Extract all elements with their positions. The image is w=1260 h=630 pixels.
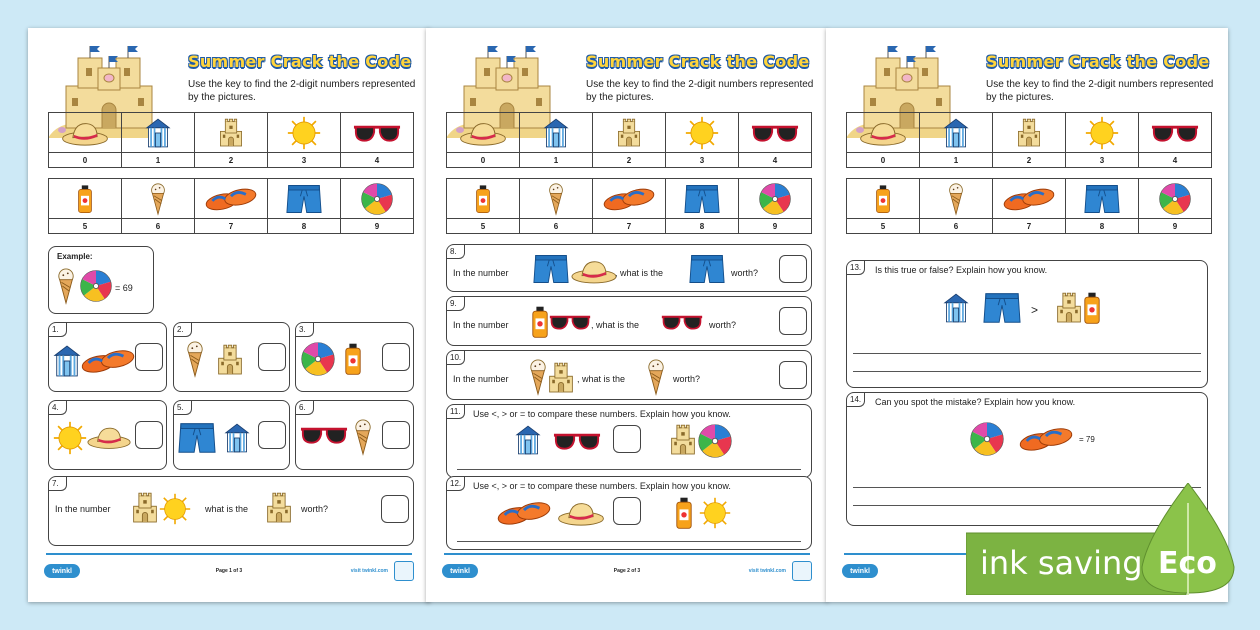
flip-flops-icon	[1003, 186, 1055, 212]
sandcastle-icon	[265, 491, 293, 525]
question-1-box	[48, 322, 167, 392]
flip-flops-icon	[497, 499, 551, 527]
key-number: 9	[739, 218, 811, 233]
sunglasses-icon	[553, 431, 601, 451]
key-cell	[49, 113, 122, 167]
sun-icon	[685, 116, 719, 150]
sun-icon	[53, 421, 87, 455]
example-box	[48, 246, 154, 314]
writing-line[interactable]	[457, 469, 801, 470]
page-title: Summer Crack the Code	[586, 52, 810, 71]
key-cell	[739, 179, 811, 233]
question-3-box	[295, 322, 414, 392]
sun-hat-icon	[571, 257, 617, 285]
sun-cream-icon	[531, 305, 549, 339]
instructions: Use the key to find the 2-digit numbers represented by the pictures.	[188, 79, 416, 103]
footer-rule	[46, 553, 412, 555]
key-cell	[1066, 179, 1139, 233]
answer-box[interactable]	[135, 421, 163, 449]
key-cell	[195, 179, 268, 233]
key-table-row-1	[48, 112, 414, 168]
instructions: Use the key to find the 2-digit numbers represented by the pictures.	[986, 79, 1214, 103]
sun-icon	[287, 116, 321, 150]
question-number: 11.	[447, 405, 465, 419]
key-cell	[49, 179, 122, 233]
key-number: 2	[993, 152, 1065, 167]
eco-badge-label: ink saving	[980, 544, 1143, 582]
sunglasses-icon	[300, 425, 348, 445]
answer-box[interactable]	[382, 421, 410, 449]
question-9-box	[446, 296, 812, 346]
key-number: 9	[341, 218, 413, 233]
beach-ball-icon	[697, 423, 733, 459]
key-cell	[447, 113, 520, 167]
sun-hat-icon	[459, 119, 507, 147]
key-cell	[268, 179, 341, 233]
key-cell	[1066, 113, 1139, 167]
question-8-box	[446, 244, 812, 292]
key-cell	[847, 179, 920, 233]
page-number: Page 2 of 3	[613, 568, 641, 574]
sandcastle-icon	[547, 361, 575, 395]
key-number: 0	[49, 152, 121, 167]
sandcastle-icon	[216, 343, 244, 377]
swim-shorts-icon	[286, 183, 322, 215]
quality-badge-icon	[394, 561, 414, 581]
answer-box[interactable]	[779, 255, 807, 283]
compare-symbol-box[interactable]	[613, 497, 641, 525]
question-text: , what is the	[615, 268, 664, 278]
sunglasses-icon	[549, 313, 591, 331]
question-number: 4.	[49, 401, 67, 415]
question-number: 13.	[847, 261, 865, 275]
key-number: 7	[195, 218, 267, 233]
question-4-box	[48, 400, 167, 470]
key-number: 1	[122, 152, 194, 167]
eco-badge-eco: Eco	[1158, 546, 1217, 581]
beach-ball-icon	[300, 341, 336, 377]
key-cell	[520, 179, 593, 233]
page-number: Page 1 of 3	[215, 568, 243, 574]
key-cell	[447, 179, 520, 233]
ice-cream-icon	[529, 357, 547, 397]
beach-hut-icon	[515, 423, 541, 457]
beach-hut-icon	[943, 291, 969, 325]
key-table-row-2	[48, 178, 414, 234]
sun-cream-icon	[1083, 289, 1101, 327]
sun-hat-icon	[87, 423, 131, 451]
compare-symbol-box[interactable]	[613, 425, 641, 453]
question-10-box	[446, 350, 812, 400]
flip-flops-icon	[81, 347, 135, 375]
ice-cream-icon	[948, 181, 964, 217]
sun-icon	[1085, 116, 1119, 150]
swim-shorts-icon	[684, 183, 720, 215]
question-text: worth?	[709, 320, 737, 330]
sunglasses-icon	[353, 123, 401, 143]
sun-cream-icon	[475, 182, 491, 216]
writing-line[interactable]	[457, 541, 801, 542]
sandcastle-icon	[218, 118, 244, 148]
key-cell	[1139, 113, 1211, 167]
answer-box[interactable]	[382, 343, 410, 371]
ice-cream-icon	[150, 181, 166, 217]
key-number: 2	[593, 152, 665, 167]
key-number: 4	[739, 152, 811, 167]
key-table-row-1	[446, 112, 812, 168]
comparison-symbol: >	[1031, 303, 1039, 317]
question-5-box	[173, 400, 290, 470]
key-number: 5	[447, 218, 519, 233]
beach-ball-icon	[1158, 182, 1192, 216]
question-number: 9.	[447, 297, 465, 311]
question-number: 6.	[296, 401, 314, 415]
flip-flops-icon	[1019, 425, 1073, 453]
answer-box[interactable]	[258, 343, 286, 371]
key-number: 8	[1066, 218, 1138, 233]
swim-shorts-icon	[533, 253, 569, 285]
question-2-box	[173, 322, 290, 392]
key-number: 4	[341, 152, 413, 167]
key-cell	[920, 179, 993, 233]
instructions: Use the key to find the 2-digit numbers represented by the pictures.	[586, 79, 814, 103]
key-number: 3	[1066, 152, 1138, 167]
key-cell	[993, 113, 1066, 167]
beach-hut-icon	[543, 117, 569, 149]
answer-box[interactable]	[381, 495, 409, 523]
key-number: 5	[49, 218, 121, 233]
flip-flops-icon	[205, 186, 257, 212]
question-text: worth?	[731, 268, 759, 278]
key-cell	[739, 113, 811, 167]
sandcastle-icon	[1055, 291, 1083, 325]
key-cell	[1139, 179, 1211, 233]
sandcastle-icon	[669, 423, 697, 457]
swim-shorts-icon	[689, 253, 725, 285]
sun-cream-icon	[675, 495, 693, 531]
key-number: 3	[666, 152, 738, 167]
sandcastle-icon	[616, 118, 642, 148]
key-table-row-2	[846, 178, 1212, 234]
question-text: In the number	[453, 268, 509, 278]
worksheet-page-1	[28, 28, 430, 602]
key-cell	[666, 179, 739, 233]
key-number: 8	[268, 218, 340, 233]
question-text: In the number	[453, 320, 509, 330]
visit-link[interactable]: visit twinkl.com	[748, 568, 786, 574]
sunglasses-icon	[1151, 123, 1199, 143]
key-cell	[122, 113, 195, 167]
question-number: 12.	[447, 477, 465, 491]
question-number: 8.	[447, 245, 465, 259]
example-result: = 69	[115, 283, 133, 293]
key-cell	[195, 113, 268, 167]
page-title: Summer Crack the Code	[188, 52, 412, 71]
sandcastle-icon	[131, 491, 159, 525]
key-cell	[920, 113, 993, 167]
sunglasses-icon	[751, 123, 799, 143]
beach-hut-icon	[145, 117, 171, 149]
question-number: 10.	[447, 351, 465, 365]
swim-shorts-icon	[178, 421, 216, 455]
key-number: 6	[920, 218, 992, 233]
ice-cream-icon	[186, 339, 204, 379]
flip-flops-icon	[603, 186, 655, 212]
question-text: In the number	[55, 504, 111, 514]
example-label: Example:	[57, 252, 93, 261]
key-table-row-1	[846, 112, 1212, 168]
key-number: 0	[447, 152, 519, 167]
key-number: 0	[847, 152, 919, 167]
key-cell	[593, 179, 666, 233]
beach-ball-icon	[79, 269, 113, 303]
question-text: worth?	[673, 374, 701, 384]
sun-cream-icon	[77, 182, 93, 216]
question-text: In the number	[453, 374, 509, 384]
key-number: 3	[268, 152, 340, 167]
quality-badge-icon	[792, 561, 812, 581]
key-cell	[666, 113, 739, 167]
worksheet-page-2	[426, 28, 828, 602]
sun-icon	[159, 493, 191, 525]
question-number: 3.	[296, 323, 314, 337]
key-cell	[993, 179, 1066, 233]
swim-shorts-icon	[1084, 183, 1120, 215]
sun-cream-icon	[875, 182, 891, 216]
key-cell	[122, 179, 195, 233]
twinkl-logo: twinkl	[44, 564, 80, 578]
beach-ball-icon	[360, 182, 394, 216]
key-number: 2	[195, 152, 267, 167]
key-number: 5	[847, 218, 919, 233]
beach-hut-icon	[943, 117, 969, 149]
question-text: Is this true or false? Explain how you know.	[875, 265, 1048, 275]
writing-line[interactable]	[853, 371, 1201, 372]
question-number: 14.	[847, 393, 865, 407]
question-text: worth?	[301, 504, 329, 514]
key-number: 8	[666, 218, 738, 233]
question-text: what is the	[205, 504, 249, 514]
twinkl-logo: twinkl	[442, 564, 478, 578]
question-number: 2.	[174, 323, 192, 337]
page-title: Summer Crack the Code	[986, 52, 1210, 71]
question-text: Use <, > or = to compare these numbers. Explain how you know.	[473, 409, 731, 419]
key-cell	[847, 113, 920, 167]
answer-box[interactable]	[135, 343, 163, 371]
key-number: 9	[1139, 218, 1211, 233]
key-cell	[520, 113, 593, 167]
key-cell	[341, 113, 413, 167]
key-cell	[593, 113, 666, 167]
swim-shorts-icon	[983, 291, 1021, 325]
twinkl-logo: twinkl	[842, 564, 878, 578]
key-number: 7	[993, 218, 1065, 233]
key-cell	[341, 179, 413, 233]
answer-box[interactable]	[258, 421, 286, 449]
sun-hat-icon	[557, 499, 605, 527]
question-text: Use <, > or = to compare these numbers. Explain how you know.	[473, 481, 731, 491]
sun-cream-icon	[344, 341, 362, 377]
beach-hut-icon	[53, 343, 81, 379]
sunglasses-icon	[661, 313, 703, 331]
key-number: 1	[520, 152, 592, 167]
question-text: Can you spot the mistake? Explain how you know.	[875, 397, 1076, 407]
question-text: , what is the	[577, 374, 626, 384]
question-result: = 79	[1079, 435, 1095, 444]
ice-cream-icon	[548, 181, 564, 217]
key-number: 1	[920, 152, 992, 167]
beach-ball-icon	[969, 421, 1005, 457]
sun-hat-icon	[61, 119, 109, 147]
sun-hat-icon	[859, 119, 907, 147]
question-6-box	[295, 400, 414, 470]
question-text: , what is the	[591, 320, 640, 330]
visit-link[interactable]: visit twinkl.com	[350, 568, 388, 574]
key-number: 7	[593, 218, 665, 233]
question-number: 5.	[174, 401, 192, 415]
beach-hut-icon	[224, 421, 250, 455]
writing-line[interactable]	[853, 353, 1201, 354]
ice-cream-icon	[57, 265, 75, 307]
question-7-box	[48, 476, 414, 546]
sun-icon	[699, 497, 731, 529]
question-13-box	[846, 260, 1208, 388]
answer-box[interactable]	[779, 361, 807, 389]
key-number: 4	[1139, 152, 1211, 167]
answer-box[interactable]	[779, 307, 807, 335]
beach-ball-icon	[758, 182, 792, 216]
ice-cream-icon	[647, 357, 665, 397]
key-number: 6	[520, 218, 592, 233]
question-number: 1.	[49, 323, 67, 337]
ice-cream-icon	[354, 417, 372, 457]
question-11-box	[446, 404, 812, 478]
key-number: 6	[122, 218, 194, 233]
key-table-row-2	[446, 178, 812, 234]
question-number: 7.	[49, 477, 67, 491]
footer-rule	[444, 553, 810, 555]
key-cell	[268, 113, 341, 167]
question-12-box	[446, 476, 812, 550]
sandcastle-icon	[1016, 118, 1042, 148]
